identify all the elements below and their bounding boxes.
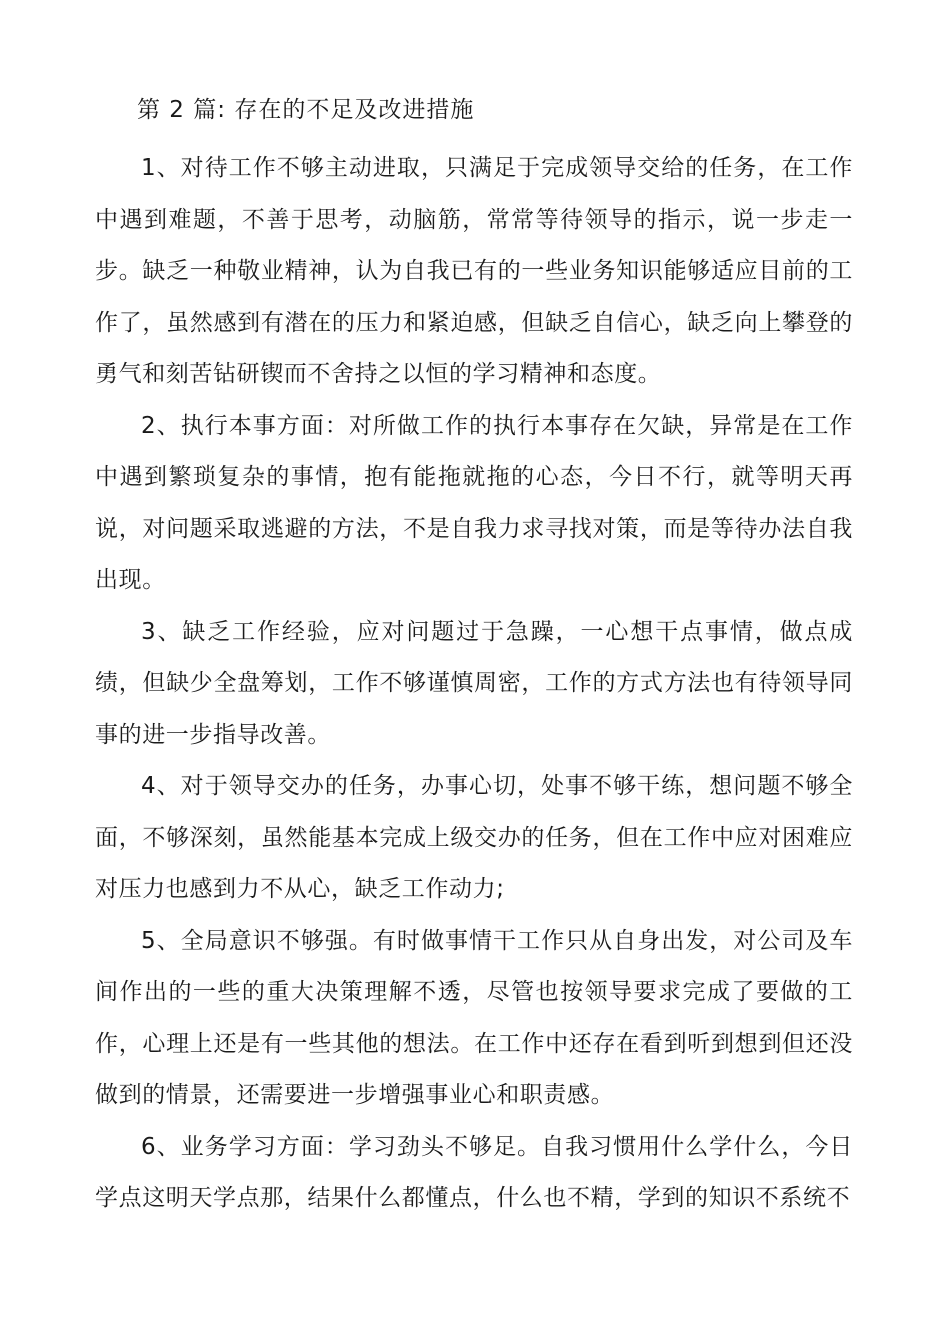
- document-heading: 第 2 篇: 存在的不足及改进措施: [137, 97, 475, 123]
- paragraph-1: 1、对待工作不够主动进取，只满足于完成领导交给的任务，在工作中遇到难题，不善于思考，动脑筋，常常等待领导的指示，说一步走一步。缺乏一种敬业精神，认为自我已有的一些业务知识能够适应目前的工作了，虽然感到有潜在的压力和紧迫感，但缺乏自信心，缺乏向上攀登的勇气和刻苦钻研锲而不舍持之以恒的学习精神和态度。: [95, 155, 853, 387]
- paragraph-4: 4、对于领导交办的任务，办事心切，处事不够干练，想问题不够全面，不够深刻，虽然能基本完成上级交办的任务，但在工作中应对困难应对压力也感到力不从心，缺乏工作动力;: [95, 773, 853, 902]
- paragraph-2: 2、执行本事方面：对所做工作的执行本事存在欠缺，异常是在工作中遇到繁琐复杂的事情，抱有能拖就拖的心态，今日不行，就等明天再说，对问题采取逃避的方法，不是自我力求寻找对策，而是等待办法自我出现。: [95, 412, 853, 593]
- paragraph-5: 5、全局意识不够强。有时做事情干工作只从自身出发，对公司及车间作出的一些的重大决策理解不透，尽管也按领导要求完成了要做的工作，心理上还是有一些其他的想法。在工作中还存在看到听到想到但还没做到的情景，还需要进一步增强事业心和职责感。: [95, 927, 853, 1108]
- paragraph-6: 6、业务学习方面：学习劲头不够足。自我习惯用什么学什么，今日学点这明天学点那，结果什么都懂点，什么也不精，学到的知识不系统不: [95, 1133, 853, 1211]
- paragraph-3: 3、缺乏工作经验，应对问题过于急躁，一心想干点事情，做点成绩，但缺少全盘筹划，工作不够谨慎周密，工作的方式方法也有待领导同事的进一步指导改善。: [95, 618, 853, 748]
